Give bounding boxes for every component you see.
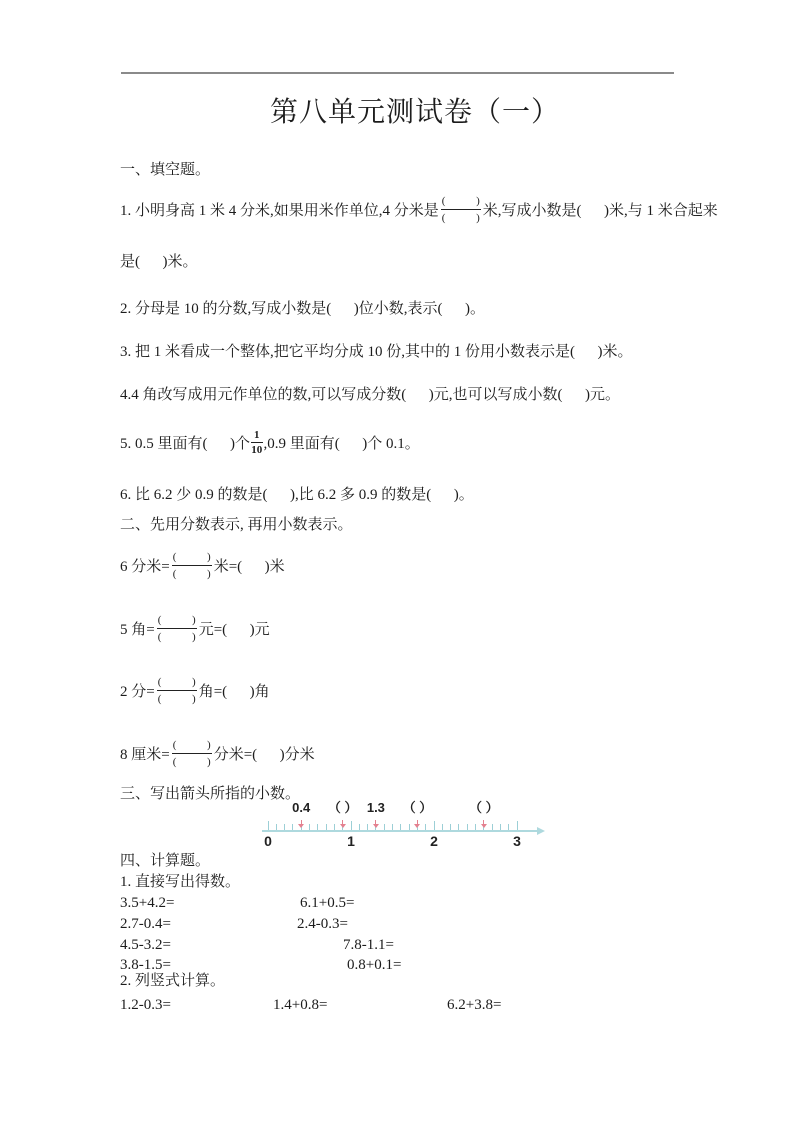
- number-line-axis-number: 1: [347, 833, 355, 849]
- header-rule: [121, 72, 674, 74]
- fraction-numerator: 1: [251, 429, 263, 443]
- question-1-line-1: [120, 188, 718, 230]
- number-line-tick: [384, 824, 385, 830]
- number-line-arrow-label: 1.3: [366, 800, 385, 815]
- number-line-tick: [276, 824, 277, 830]
- page-title: 第八单元测试卷（一）: [269, 97, 560, 128]
- paren-close: ): [207, 755, 211, 768]
- paren-open: (: [157, 613, 162, 626]
- item-prefix: 5 角=: [120, 621, 155, 638]
- calc-expression: 1.4+0.8=: [273, 997, 328, 1013]
- section-1-header: 一、填空题。: [120, 162, 211, 178]
- calc-expression: 4.5-3.2=: [120, 937, 171, 953]
- paren-close: ): [192, 692, 196, 705]
- number-line-tick: [458, 824, 459, 830]
- section-2-header: 二、先用分数表示, 再用小数表示。: [120, 517, 353, 533]
- item-suffix: 米=( )米: [213, 558, 285, 575]
- down-arrow-icon: [298, 824, 304, 828]
- number-line-arrow-label: （ ）: [402, 800, 433, 815]
- question-1-text-1: 1. 小明身高 1 米 4 分米,如果用米作单位,4 分米是: [120, 202, 439, 219]
- calc-expression: 2.7-0.4=: [120, 916, 171, 932]
- calc-expression: 0.8+0.1=: [347, 957, 402, 973]
- question-4: 4.4 角改写成用元作单位的数,可以写成分数( )元,也可以写成小数( )元。: [120, 387, 620, 403]
- number-line-tick: [392, 824, 393, 830]
- paren-open: (: [172, 755, 177, 768]
- paren-open: (: [172, 738, 177, 751]
- fraction-blank: [157, 676, 197, 705]
- number-line-tick: [425, 824, 426, 830]
- number-line-rail: [262, 830, 538, 832]
- fraction-denominator-blank: [157, 629, 197, 643]
- question-5-text-1: 5. 0.5 里面有( )个: [120, 435, 250, 452]
- calc-expression: 3.5+4.2=: [120, 895, 175, 911]
- fraction-blank: [172, 739, 212, 768]
- paren-open: (: [441, 194, 446, 207]
- number-line-tick: [309, 824, 310, 830]
- number-line-arrow-label: （ ）: [327, 800, 358, 815]
- paren-close: ): [192, 613, 196, 626]
- number-line-axis-number: 2: [430, 833, 438, 849]
- fraction-numerator-blank: [157, 676, 197, 691]
- number-line-tick: [351, 821, 352, 830]
- down-arrow-icon: [481, 824, 487, 828]
- question-5: [120, 426, 420, 458]
- question-6: 6. 比 6.2 少 0.9 的数是( ),比 6.2 多 0.9 的数是( )。: [120, 487, 474, 503]
- fraction-denominator-blank: [172, 566, 212, 580]
- number-line-tick: [292, 824, 293, 830]
- number-line-right-arrow-icon: [537, 827, 545, 835]
- fraction-denominator-blank: [172, 754, 212, 768]
- question-1-line-2: 是( )米。: [120, 254, 198, 270]
- paren-close: ): [207, 738, 211, 751]
- down-arrow-icon: [373, 824, 379, 828]
- fraction-numerator-blank: [157, 614, 197, 629]
- item-suffix: 元=( )元: [198, 621, 270, 638]
- number-line-tick: [326, 824, 327, 830]
- paren-open: (: [157, 630, 162, 643]
- fraction-blank: [172, 551, 212, 580]
- number-line-arrow-label: （ ）: [468, 800, 499, 815]
- number-line-tick: [367, 824, 368, 830]
- item-prefix: 8 厘米=: [120, 746, 170, 763]
- number-line-tick: [508, 824, 509, 830]
- paren-close: ): [476, 194, 480, 207]
- paren-open: (: [172, 567, 177, 580]
- item-prefix: 2 分=: [120, 683, 155, 700]
- paren-close: ): [192, 675, 196, 688]
- calc-expression: 7.8-1.1=: [343, 937, 394, 953]
- section-3-header: 三、写出箭头所指的小数。: [120, 786, 301, 802]
- number-line-arrow-label: 0.4: [292, 800, 311, 815]
- number-line-tick: [475, 824, 476, 830]
- paren-close: ): [476, 211, 480, 224]
- number-line-tick: [492, 824, 493, 830]
- item-suffix: 分米=( )分米: [213, 746, 315, 763]
- section-2-item-4: [120, 732, 315, 774]
- number-line-tick: [442, 824, 443, 830]
- fraction-numerator-blank: [172, 551, 212, 566]
- number-line-tick: [467, 824, 468, 830]
- number-line-tick: [359, 824, 360, 830]
- number-line-tick: [517, 821, 518, 830]
- fraction-numerator-blank: [172, 739, 212, 754]
- fraction-denominator-blank: [157, 691, 197, 705]
- question-5-text-2: ,0.9 里面有( )个 0.1。: [263, 435, 420, 452]
- paren-open: (: [157, 675, 162, 688]
- section-2-item-3: [120, 669, 270, 711]
- question-1-text-2: 米,写成小数是( )米,与 1 米合起来: [482, 202, 718, 219]
- paren-open: (: [172, 550, 177, 563]
- paren-close: ): [207, 550, 211, 563]
- paren-open: (: [441, 211, 446, 224]
- down-arrow-icon: [340, 824, 346, 828]
- number-line-tick: [284, 824, 285, 830]
- section-4-header: 四、计算题。: [120, 853, 211, 869]
- number-line-tick: [500, 824, 501, 830]
- number-line-tick: [434, 821, 435, 830]
- item-prefix: 6 分米=: [120, 558, 170, 575]
- section-2-item-1: [120, 544, 285, 586]
- paren-open: (: [157, 692, 162, 705]
- number-line-axis-number: 0: [264, 833, 272, 849]
- fraction-blank: [157, 614, 197, 643]
- section-4-sub1: 1. 直接写出得数。: [120, 874, 241, 890]
- section-4-sub2: 2. 列竖式计算。: [120, 973, 226, 989]
- fraction-blank: [441, 195, 481, 224]
- question-2: 2. 分母是 10 的分数,写成小数是( )位小数,表示( )。: [120, 301, 485, 317]
- number-line-axis-number: 3: [513, 833, 521, 849]
- number-line-tick: [400, 824, 401, 830]
- number-line-tick: [334, 824, 335, 830]
- paren-close: ): [207, 567, 211, 580]
- fraction-denominator-blank: [441, 210, 481, 224]
- section-2-item-2: [120, 607, 270, 649]
- fraction-denominator: 10: [251, 443, 263, 456]
- number-line-tick: [268, 821, 269, 830]
- calc-expression: 6.2+3.8=: [447, 997, 502, 1013]
- fraction-numerator-blank: [441, 195, 481, 210]
- calc-expression: 1.2-0.3=: [120, 997, 171, 1013]
- question-3: 3. 把 1 米看成一个整体,把它平均分成 10 份,其中的 1 份用小数表示是( )米。: [120, 344, 633, 360]
- calc-expression: 6.1+0.5=: [300, 895, 355, 911]
- number-line-tick: [317, 824, 318, 830]
- down-arrow-icon: [414, 824, 420, 828]
- number-line-tick: [450, 824, 451, 830]
- fraction-one-tenth: [251, 429, 263, 456]
- calc-expression: 3.8-1.5=: [120, 957, 171, 973]
- number-line: [240, 798, 570, 852]
- calc-expression: 2.4-0.3=: [297, 916, 348, 932]
- item-suffix: 角=( )角: [198, 683, 270, 700]
- number-line-tick: [409, 824, 410, 830]
- paren-close: ): [192, 630, 196, 643]
